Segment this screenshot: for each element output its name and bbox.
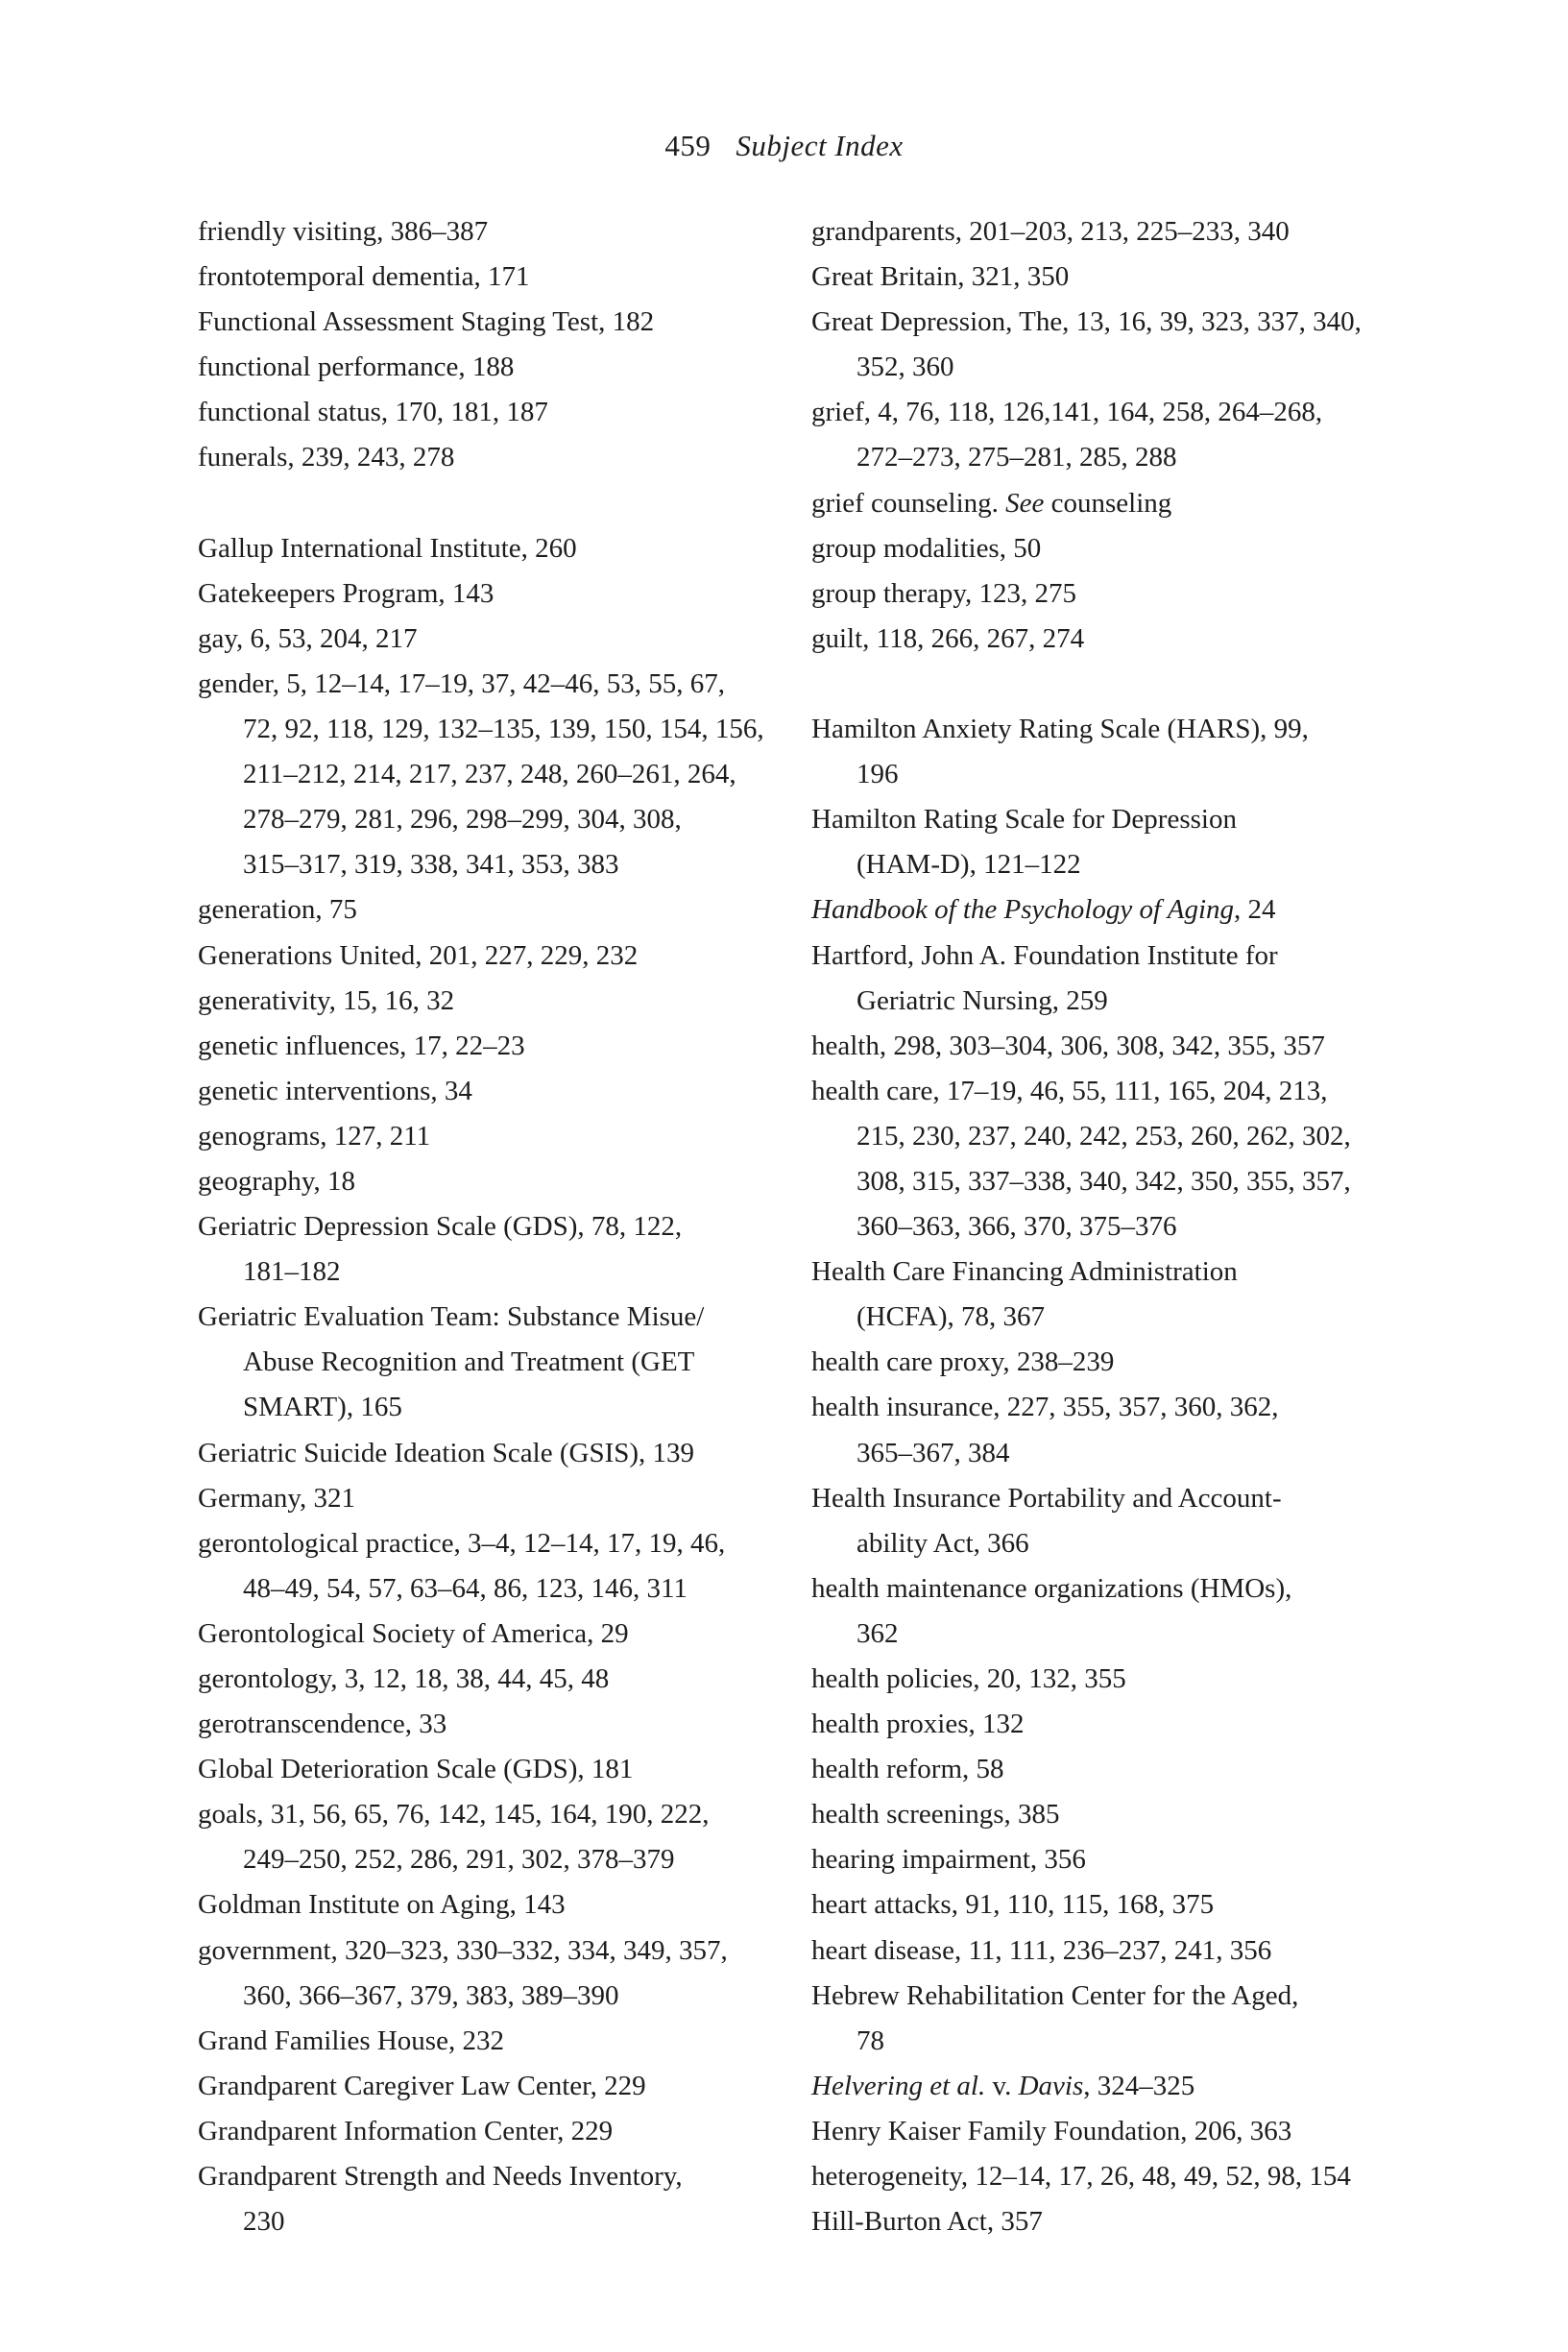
entry-text: 360, 366–367, 379, 383, 389–390: [243, 1979, 619, 2011]
entry-text: 211–212, 214, 217, 237, 248, 260–261, 264,: [243, 759, 736, 790]
entry-text: Goldman Institute on Aging, 143: [198, 1889, 566, 1921]
index-line: [811, 842, 1378, 887]
index-line: [811, 979, 1378, 1024]
entry-text: Functional Assessment Staging Test, 182: [198, 306, 655, 338]
entry-text: government, 320–323, 330–332, 334, 349, 357,: [198, 1934, 728, 1966]
index-line: [198, 662, 764, 707]
index-line: [198, 617, 764, 662]
entry-text: Generations United, 201, 227, 229, 232: [198, 939, 639, 971]
entry-text-italic: See: [1005, 487, 1045, 519]
entry-text: Grandparent Caregiver Law Center, 229: [198, 2070, 646, 2101]
index-line: [811, 1882, 1378, 1928]
entry-text: Global Deterioration Scale (GDS), 181: [198, 1754, 634, 1785]
entry-text: Henry Kaiser Family Foundation, 206, 363: [811, 2115, 1292, 2146]
entry-text: 72, 92, 118, 129, 132–135, 139, 150, 154, 156,: [243, 714, 764, 745]
index-line: [198, 887, 764, 933]
index-line: [198, 752, 764, 797]
entry-text: 181–182: [243, 1256, 341, 1288]
entry-text: Hill-Burton Act, 357: [811, 2206, 1043, 2238]
index-line: [811, 435, 1378, 480]
entry-text: genetic influences, 17, 22–23: [198, 1030, 525, 1061]
entry-text: SMART), 165: [243, 1392, 402, 1423]
index-line: [811, 1069, 1378, 1114]
index-line: [198, 345, 764, 390]
entry-text: health care, 17–19, 46, 55, 111, 165, 204, 213,: [811, 1075, 1328, 1106]
index-line: [198, 934, 764, 979]
entry-text: Great Depression, The, 13, 16, 39, 323, 337, 340,: [811, 306, 1362, 338]
entry-text: gerontological practice, 3–4, 12–14, 17, 19, 46,: [198, 1527, 726, 1559]
entry-text: heart attacks, 91, 110, 115, 168, 375: [811, 1889, 1215, 1921]
entry-text: health care proxy, 238–239: [811, 1346, 1115, 1378]
entry-text-italic: Helvering et al.: [811, 2070, 986, 2101]
entry-text: Geriatric Evaluation Team: Substance Misue/: [198, 1301, 705, 1333]
index-line: [198, 255, 764, 300]
entry-text: genograms, 127, 211: [198, 1120, 431, 1152]
entry-text: 360–363, 366, 370, 375–376: [856, 1211, 1177, 1243]
entry-text: gender, 5, 12–14, 17–19, 37, 42–46, 53, 55, 67,: [198, 667, 725, 699]
entry-text: (HAM-D), 121–122: [856, 849, 1081, 881]
entry-text: 365–367, 384: [856, 1437, 1010, 1468]
entry-text: 272–273, 275–281, 285, 288: [856, 442, 1177, 473]
index-line: [811, 1928, 1378, 1974]
index-line: [811, 390, 1378, 435]
index-line: [198, 2154, 764, 2199]
entry-text: , 24: [1234, 894, 1276, 926]
entry-text: genetic interventions, 34: [198, 1075, 472, 1106]
index-line: [811, 934, 1378, 979]
index-line: [811, 2019, 1378, 2064]
entry-text: gerotranscendence, 33: [198, 1709, 447, 1740]
index-line: [198, 1702, 764, 1747]
entry-text: 196: [856, 759, 899, 790]
index-line: [811, 1114, 1378, 1159]
index-line: [198, 1837, 764, 1882]
index-line: [198, 1747, 764, 1792]
entry-text: health screenings, 385: [811, 1799, 1060, 1831]
index-line: [198, 2109, 764, 2154]
index-line: [811, 209, 1378, 255]
entry-text: 249–250, 252, 286, 291, 302, 378–379: [243, 1844, 675, 1876]
entry-text: Abuse Recognition and Treatment (GET: [243, 1346, 695, 1378]
blank-line: [198, 481, 764, 526]
index-line: [198, 1114, 764, 1159]
index-line: [811, 1249, 1378, 1295]
entry-text: functional performance, 188: [198, 352, 515, 383]
index-line: [811, 1476, 1378, 1521]
index-line: [811, 1974, 1378, 2019]
entry-text: Great Britain, 321, 350: [811, 261, 1070, 293]
entry-text: Geriatric Nursing, 259: [856, 984, 1108, 1016]
index-line: [811, 481, 1378, 526]
index-line: [811, 1747, 1378, 1792]
entry-text: counseling: [1044, 487, 1172, 519]
entry-text: Hamilton Rating Scale for Depression: [811, 804, 1237, 836]
entry-text: friendly visiting, 386–387: [198, 216, 489, 247]
entry-text: Grandparent Strength and Needs Inventory,: [198, 2161, 683, 2193]
index-column-right: [811, 209, 1378, 2244]
entry-text: Health Care Financing Administration: [811, 1256, 1238, 1288]
page-number: 459: [664, 129, 712, 162]
index-line: [198, 300, 764, 345]
index-line: [811, 1657, 1378, 1702]
index-line: [811, 526, 1378, 571]
entry-text: guilt, 118, 266, 267, 274: [811, 622, 1085, 654]
entry-text: heterogeneity, 12–14, 17, 26, 48, 49, 52, 98, 154: [811, 2161, 1351, 2193]
index-line: [811, 617, 1378, 662]
entry-text: Gerontological Society of America, 29: [198, 1617, 629, 1649]
index-line: [811, 707, 1378, 752]
entry-text: generation, 75: [198, 894, 357, 926]
index-columns: [198, 209, 1378, 2244]
blank-line: [811, 662, 1378, 707]
entry-text: Gallup International Institute, 260: [198, 532, 577, 564]
index-line: [198, 1566, 764, 1612]
index-line: [198, 2199, 764, 2244]
entry-text: goals, 31, 56, 65, 76, 142, 145, 164, 190, 222,: [198, 1799, 710, 1831]
entry-text: frontotemporal dementia, 171: [198, 261, 530, 293]
index-line: [198, 797, 764, 842]
entry-text: 362: [856, 1617, 899, 1649]
entry-text: 315–317, 319, 338, 341, 353, 383: [243, 849, 619, 881]
index-line: [198, 1657, 764, 1702]
entry-text: gerontology, 3, 12, 18, 38, 44, 45, 48: [198, 1663, 610, 1694]
entry-text: 230: [243, 2206, 285, 2238]
index-line: [198, 842, 764, 887]
index-line: [198, 526, 764, 571]
index-line: [198, 2019, 764, 2064]
entry-text: grief, 4, 76, 118, 126,141, 164, 258, 264–268,: [811, 397, 1323, 428]
index-line: [198, 1385, 764, 1430]
index-line: [811, 1566, 1378, 1612]
entry-text: Geriatric Depression Scale (GDS), 78, 122,: [198, 1211, 683, 1243]
entry-text: 352, 360: [856, 352, 954, 383]
index-column-left: [198, 209, 764, 2244]
entry-text: Geriatric Suicide Ideation Scale (GSIS), 139: [198, 1437, 695, 1468]
index-line: [811, 1204, 1378, 1249]
index-line: [811, 887, 1378, 933]
index-line: [198, 1974, 764, 2019]
index-line: [198, 1612, 764, 1657]
entry-text: v.: [985, 2070, 1019, 2101]
entry-text: 78: [856, 2025, 884, 2056]
entry-text-italic: Handbook of the Psychology of Aging: [811, 894, 1235, 926]
index-line: [198, 209, 764, 255]
entry-text: health reform, 58: [811, 1754, 1004, 1785]
index-line: [811, 1159, 1378, 1204]
index-line: [198, 1521, 764, 1566]
index-line: [811, 2154, 1378, 2199]
entry-text: Hartford, John A. Foundation Institute for: [811, 939, 1278, 971]
index-line: [811, 797, 1378, 842]
index-line: [198, 435, 764, 480]
entry-text: health policies, 20, 132, 355: [811, 1663, 1126, 1694]
entry-text: ability Act, 366: [856, 1527, 1029, 1559]
index-line: [198, 1792, 764, 1837]
index-line: [198, 1295, 764, 1340]
entry-text: Grandparent Information Center, 229: [198, 2115, 614, 2146]
index-line: [198, 2064, 764, 2109]
index-line: [198, 571, 764, 617]
entry-text: , 324–325: [1083, 2070, 1195, 2101]
entry-text: 278–279, 281, 296, 298–299, 304, 308,: [243, 804, 682, 836]
index-line: [198, 390, 764, 435]
entry-text: grandparents, 201–203, 213, 225–233, 340: [811, 216, 1290, 247]
index-line: [811, 2199, 1378, 2244]
index-line: [811, 2109, 1378, 2154]
index-line: [198, 1928, 764, 1974]
index-line: [811, 2064, 1378, 2109]
index-line: [811, 1431, 1378, 1476]
index-line: [811, 1295, 1378, 1340]
entry-text: Hebrew Rehabilitation Center for the Aged,: [811, 1979, 1299, 2011]
page-header: [0, 129, 1568, 163]
entry-text: 308, 315, 337–338, 340, 342, 350, 355, 357,: [856, 1165, 1351, 1197]
entry-text: hearing impairment, 356: [811, 1844, 1086, 1876]
page-title: Subject Index: [736, 129, 904, 162]
entry-text: Gatekeepers Program, 143: [198, 577, 495, 609]
index-line: [198, 1431, 764, 1476]
entry-text: geography, 18: [198, 1165, 356, 1197]
entry-text: group modalities, 50: [811, 532, 1042, 564]
entry-text: grief counseling.: [811, 487, 1006, 519]
entry-text: group therapy, 123, 275: [811, 577, 1076, 609]
index-line: [198, 1249, 764, 1295]
index-line: [198, 1159, 764, 1204]
entry-text: 215, 230, 237, 240, 242, 253, 260, 262, 302,: [856, 1120, 1351, 1152]
entry-text: health maintenance organizations (HMOs),: [811, 1572, 1292, 1604]
entry-text: generativity, 15, 16, 32: [198, 984, 455, 1016]
entry-text: Grand Families House, 232: [198, 2025, 504, 2056]
index-line: [811, 1024, 1378, 1069]
index-line: [198, 1340, 764, 1385]
entry-text-italic: Davis: [1018, 2070, 1084, 2101]
index-line: [198, 707, 764, 752]
index-line: [198, 1069, 764, 1114]
index-line: [811, 1837, 1378, 1882]
index-line: [811, 1612, 1378, 1657]
entry-text: heart disease, 11, 111, 236–237, 241, 356: [811, 1934, 1272, 1966]
entry-text: Hamilton Anxiety Rating Scale (HARS), 99,: [811, 714, 1309, 745]
index-line: [198, 1882, 764, 1928]
index-line: [811, 571, 1378, 617]
index-line: [811, 1340, 1378, 1385]
entry-text: funerals, 239, 243, 278: [198, 442, 455, 473]
entry-text: Germany, 321: [198, 1482, 356, 1514]
entry-text: 48–49, 54, 57, 63–64, 86, 123, 146, 311: [243, 1572, 688, 1604]
index-line: [811, 255, 1378, 300]
index-line: [811, 752, 1378, 797]
index-line: [811, 1702, 1378, 1747]
entry-text: functional status, 170, 181, 187: [198, 397, 548, 428]
index-line: [198, 1024, 764, 1069]
index-line: [811, 1521, 1378, 1566]
index-line: [198, 979, 764, 1024]
index-line: [811, 300, 1378, 345]
entry-text: health proxies, 132: [811, 1709, 1025, 1740]
index-line: [198, 1476, 764, 1521]
entry-text: gay, 6, 53, 204, 217: [198, 622, 418, 654]
index-line: [811, 1792, 1378, 1837]
entry-text: Health Insurance Portability and Account-: [811, 1482, 1282, 1514]
index-line: [811, 1385, 1378, 1430]
entry-text: health insurance, 227, 355, 357, 360, 362,: [811, 1392, 1279, 1423]
index-line: [811, 345, 1378, 390]
entry-text: health, 298, 303–304, 306, 308, 342, 355, 357: [811, 1030, 1325, 1061]
entry-text: (HCFA), 78, 367: [856, 1301, 1046, 1333]
index-line: [198, 1204, 764, 1249]
